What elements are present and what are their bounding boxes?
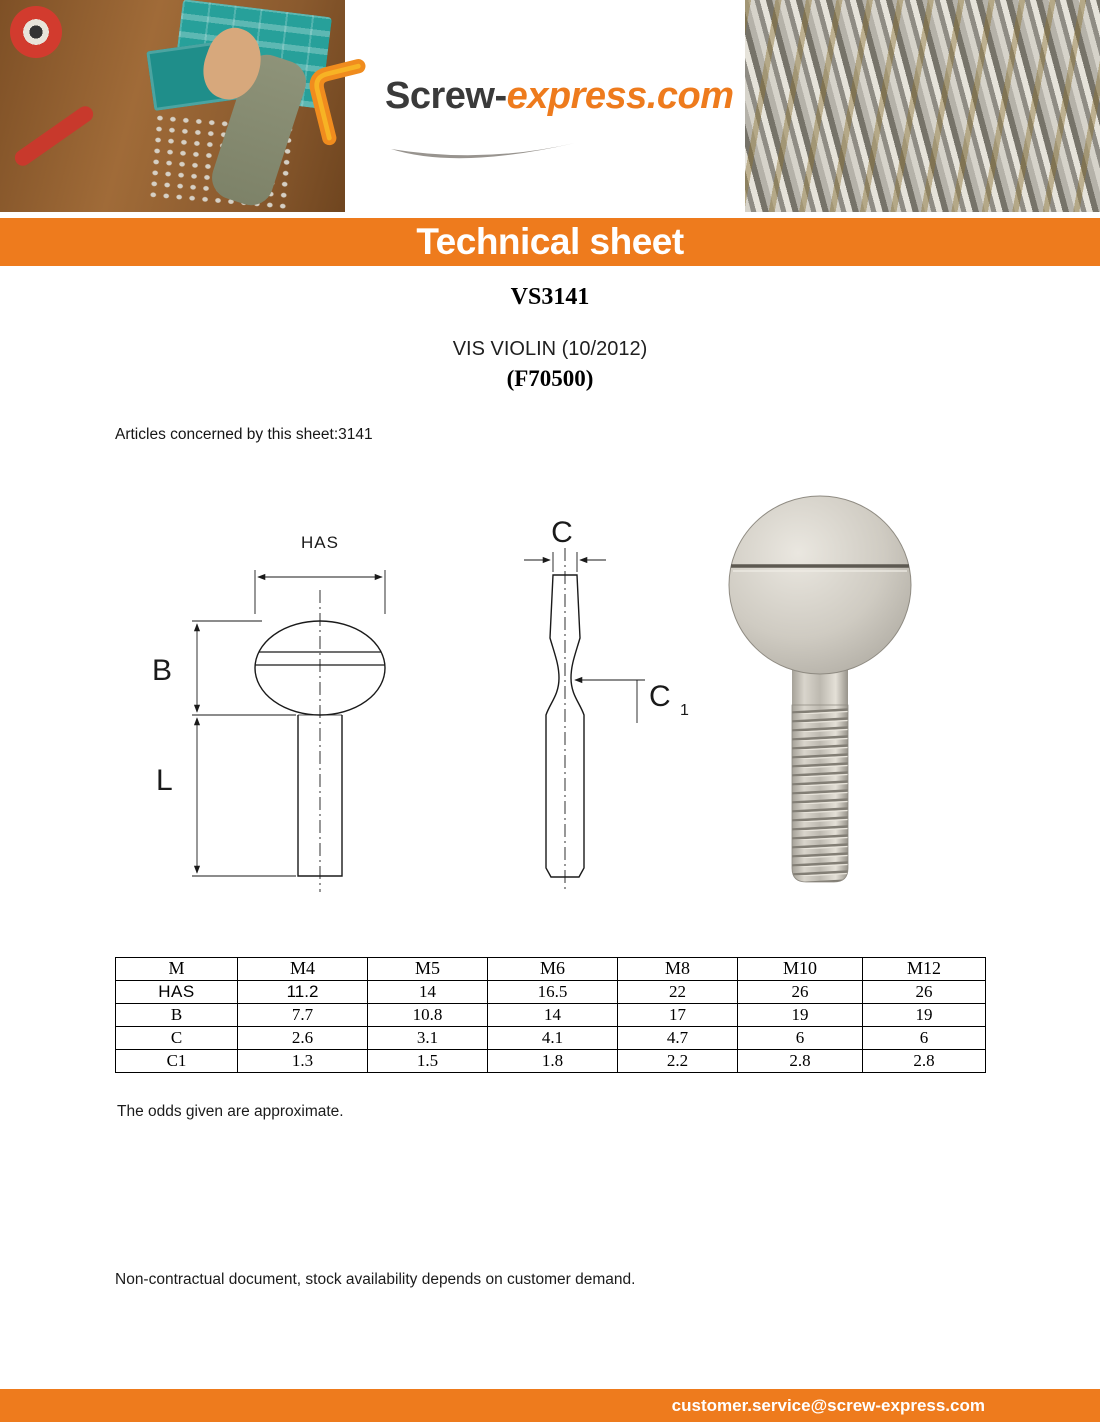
cell: 3.1 [368,1027,488,1050]
logo-hexkey-icon [295,40,384,149]
cell: 26 [863,981,986,1004]
row-label: C1 [116,1050,238,1073]
cell: 14 [368,981,488,1004]
tool-decor [12,103,97,169]
row-label: B [116,1004,238,1027]
header-photo-left [0,0,345,212]
cell: 4.7 [618,1027,738,1050]
cell: 7.7 [238,1004,368,1027]
side-view-drawing [524,516,689,892]
cell: 22 [618,981,738,1004]
doc-reference: (F70500) [506,366,594,391]
front-head-height-label: B [152,654,173,687]
col-header-m8: M8 [618,958,738,981]
cell: 2.8 [863,1050,986,1073]
row-label: C [116,1027,238,1050]
cell: 16.5 [488,981,618,1004]
col-header-m5: M5 [368,958,488,981]
row-label: HAS [116,981,238,1004]
product-photo [729,496,911,882]
photo-head [729,496,911,674]
cell: 2.6 [238,1027,368,1050]
col-header-m: M [116,958,238,981]
front-length-label: L [156,764,173,797]
doc-code: VS3141 [510,284,590,310]
side-neck-label: C [649,680,671,713]
approx-note: The odds given are approximate. [117,1103,344,1120]
table-row-has [116,981,986,1004]
non-contractual-note: Non-contractual document, stock availability depends on customer demand. [115,1271,636,1288]
technical-drawing [100,490,1000,920]
banner [0,218,1100,266]
table-row-b [116,1004,986,1027]
cell: 19 [738,1004,863,1027]
cell: 1.8 [488,1050,618,1073]
cell: 1.5 [368,1050,488,1073]
logo-swoosh [388,140,578,166]
dimensions-table [115,957,986,1073]
header-photo-right [745,0,1100,212]
logo-text-screw: Screw- [385,75,507,117]
cell: 1.3 [238,1050,368,1073]
photo-threaded-shank [792,705,848,882]
table-header-row [116,958,986,981]
table-row-c1 [116,1050,986,1073]
cell: 4.1 [488,1027,618,1050]
col-header-m10: M10 [738,958,863,981]
cell: 6 [738,1027,863,1050]
doc-product-name: VIS VIOLIN (10/2012) [452,338,648,360]
tape-measure-decor [10,6,62,58]
side-dimension-lines [524,552,645,723]
footer-bar [0,1389,1100,1422]
cell: 2.8 [738,1050,863,1073]
table-row-c [116,1027,986,1050]
footer-email-link[interactable]: customer.service@screw-express.com [671,1396,985,1415]
logo-text-express: express.com [506,75,734,117]
col-header-m12: M12 [863,958,986,981]
cell: 11.2 [238,981,368,1004]
cell: 14 [488,1004,618,1027]
cell: 26 [738,981,863,1004]
cell: 10.8 [368,1004,488,1027]
front-view-drawing [152,533,385,892]
logo [300,45,760,170]
front-dimension-lines [192,570,385,876]
col-header-m4: M4 [238,958,368,981]
cell: 17 [618,1004,738,1027]
banner-title: Technical sheet [416,221,684,262]
side-neck-sub-label: 1 [680,702,689,719]
front-width-label: HAS [301,533,339,552]
col-header-m6: M6 [488,958,618,981]
logo-text [385,75,734,118]
articles-line: Articles concerned by this sheet:3141 [115,426,373,443]
cell: 2.2 [618,1050,738,1073]
cell: 19 [863,1004,986,1027]
side-top-label: C [551,516,573,549]
cell: 6 [863,1027,986,1050]
